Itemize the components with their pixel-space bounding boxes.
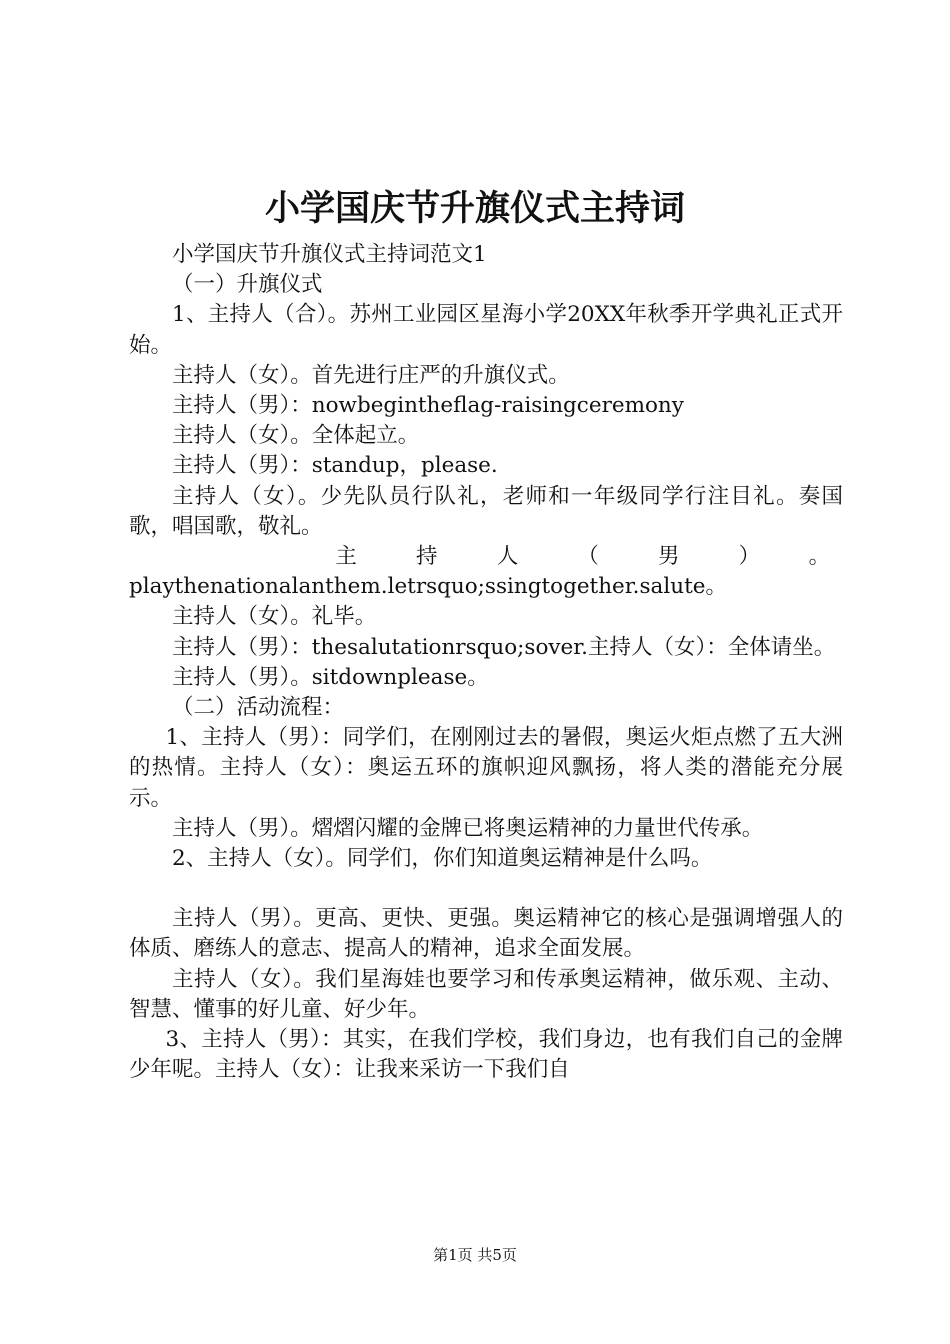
paragraph: 主持人（男）。更高、更快、更强。奥运精神它的核心是强调增强人的体质、磨练人的意志、提高人的精神，追求全面发展。 (129, 906, 843, 962)
paragraph: 主持人（男）：thesalutationrsquo;sover.主持人（女）：全体请坐。 (172, 634, 836, 660)
paragraph: 主持人（男）。sitdownplease。 (172, 664, 489, 690)
paragraph: 主持人（男）：nowbegintheflag-raisingceremony (172, 393, 684, 419)
paragraph: 2、主持人（女）。同学们，你们知道奥运精神是什么吗。 (172, 846, 713, 872)
paragraph: （一）升旗仪式 (172, 272, 323, 298)
paragraph: 主持人（男）：standup，please. (172, 453, 498, 479)
paragraph: 主持人（女）。少先队员行队礼，老师和一年级同学行注目礼。奏国歌，唱国歌，敬礼。 (129, 483, 843, 539)
paragraph: 主持人（女）。礼毕。 (172, 604, 377, 630)
paragraph: （二）活动流程： (172, 695, 345, 721)
paragraph: 1、主持人（男）：同学们，在刚刚过去的暑假，奥运火炬点燃了五大洲的热情。主持人（女）：奥运五环的旗帜迎风飘扬，将人类的潜能充分展示。 (129, 725, 843, 811)
page-title: 小学国庆节升旗仪式主持词 (264, 188, 685, 229)
paragraph: 主持人（女）。全体起立。 (172, 423, 420, 449)
paragraph: playthenationalanthem.letrsquo;ssingtogether.salute。 (129, 574, 727, 600)
document-body (129, 240, 843, 1085)
paragraph: 1、主持人（合）。苏州工业园区星海小学20XX年秋季开学典礼正式开始。 (129, 302, 843, 358)
paragraph: 主持人（男）。 (335, 544, 843, 570)
paragraph: 主持人（女）。我们星海娃也要学习和传承奥运精神，做乐观、主动、智慧、懂事的好儿童、好少年。 (129, 966, 843, 1022)
paragraph: 主持人（男）。熠熠闪耀的金牌已将奥运精神的力量世代传承。 (172, 815, 764, 841)
page-footer: 第1页 共5页 (433, 1246, 517, 1264)
paragraph: 小学国庆节升旗仪式主持词范文1 (172, 242, 487, 267)
paragraph: 主持人（女）。首先进行庄严的升旗仪式。 (172, 362, 570, 388)
paragraph: 3、主持人（男）：其实，在我们学校，我们身边，也有我们自己的金牌少年呢。主持人（女）：让我来采访一下我们自 (129, 1027, 843, 1083)
